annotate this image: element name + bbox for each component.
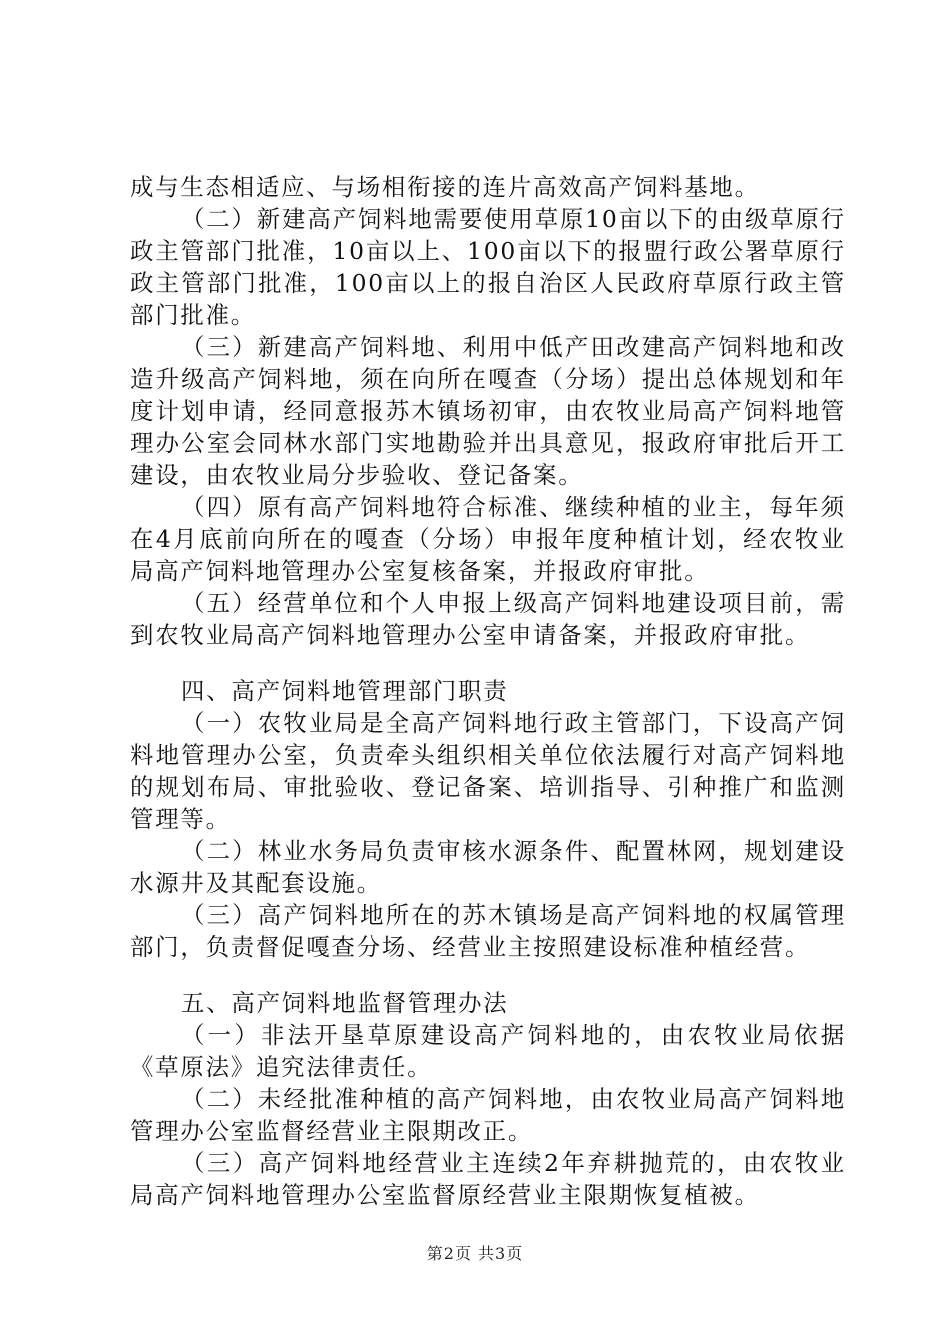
section-4-item-1: （一）农牧业局是全高产饲料地行政主管部门，下设高产饲料地管理办公室，负责牵头组织相关单位依法履行对高产饲料地的规划布局、审批验收、登记备案、培训指导、引种推广和监测管理等。	[130, 709, 846, 833]
paragraph-item-3: （三）新建高产饲料地、利用中低产田改建高产饲料地和改造升级高产饲料地，须在向所在嘎查（分场）提出总体规划和年度计划申请，经同意报苏木镇场初审，由农牧业局高产饲料地管理办公室会同林水部门实地勘验并出具意见，报政府审批后开工建设，由农牧业局分步验收、登记备案。	[130, 333, 846, 489]
section-5-heading: 五、高产饲料地监督管理办法	[181, 989, 509, 1017]
paragraph-item-2: （二）新建高产饲料地需要使用草原10亩以下的由级草原行政主管部门批准，10亩以上、100亩以下的报盟行政公署草原行政主管部门批准，100亩以上的报自治区人民政府草原行政主管部门批准。	[130, 205, 846, 329]
document-body	[130, 171, 846, 1211]
section-5-item-1: （一）非法开垦草原建设高产饲料地的，由农牧业局依据《草原法》追究法律责任。	[130, 1021, 846, 1081]
section-4-item-2: （二）林业水务局负责审核水源条件、配置林网，规划建设水源井及其配套设施。	[130, 837, 846, 897]
section-4-item-3: （三）高产饲料地所在的苏木镇场是高产饲料地的权属管理部门，负责督促嘎查分场、经营业主按照建设标准种植经营。	[130, 901, 846, 961]
section-5-item-3: （三）高产饲料地经营业主连续2年弃耕抛荒的，由农牧业局高产饲料地管理办公室监督原经营业主限期恢复植被。	[130, 1149, 846, 1209]
paragraph-item-5: （五）经营单位和个人申报上级高产饲料地建设项目前，需到农牧业局高产饲料地管理办公室申请备案，并报政府审批。	[130, 589, 846, 649]
page-footer: 第2页 共3页	[426, 1244, 524, 1263]
section-5-item-2: （二）未经批准种植的高产饲料地，由农牧业局高产饲料地管理办公室监督经营业主限期改正。	[130, 1085, 846, 1145]
paragraph-continuation: 成与生态相适应、与场相衔接的连片高效高产饲料基地。	[130, 173, 760, 201]
paragraph-item-4: （四）原有高产饲料地符合标准、继续种植的业主，每年须在4月底前向所在的嘎查（分场）申报年度种植计划，经农牧业局高产饲料地管理办公室复核备案，并报政府审批。	[130, 493, 846, 585]
section-4-heading: 四、高产饲料地管理部门职责	[181, 677, 509, 705]
